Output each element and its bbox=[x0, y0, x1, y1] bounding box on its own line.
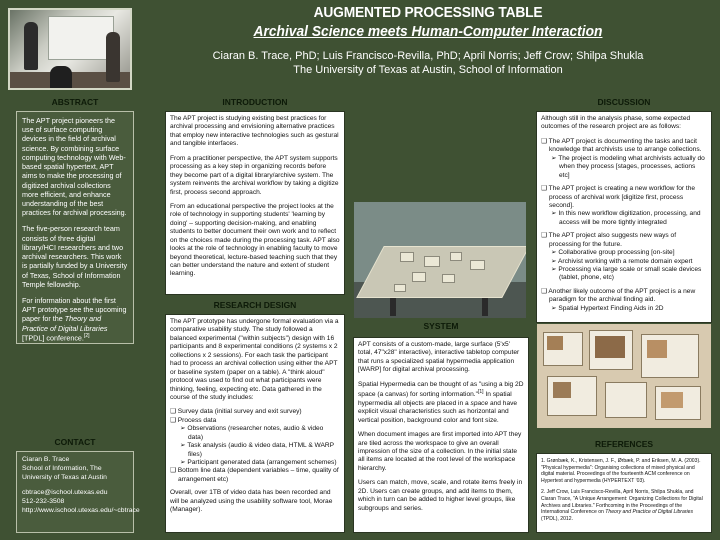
discussion-intro: Although still in the analysis phase, some expected outcomes of the research project are as follows: bbox=[541, 115, 691, 131]
discussion-list-item: ❑ The APT project is creating a new workflow for the process of archival work [digitize first, process second]. bbox=[541, 185, 696, 209]
system-heading: SYSTEM bbox=[423, 321, 459, 331]
research-list-item: ➢ Observations (researcher notes, audio & video data) bbox=[180, 425, 324, 441]
discussion-list bbox=[541, 138, 707, 313]
discussion-list-item: ❑ The APT project also suggests new ways of processing for the future. bbox=[541, 232, 677, 248]
header-photo bbox=[8, 8, 132, 90]
introduction-panel bbox=[165, 111, 345, 295]
reference-item: 1. Grønbæk, K., Kristensen, J. F., Ørbæk, P. and Eriksen, M. A. (2003). "Physical hypermedia": Organising collections of mixed physical and digital material. Proceedings of the fourteenth ACM conference on Hypertext and hypermedia (HYPERTEXT '03). bbox=[541, 458, 701, 484]
poster-subtitle: Archival Science meets Human-Computer Interaction bbox=[253, 23, 603, 40]
research-paragraph: The APT prototype has undergone formal evaluation via a comparative usability study. The study followed a balanced experimental ("within subjects") design with 16 participants and 8 experimental conditions (2 systems x 2 collections x 2 sessions). For each task the participant had to process an archival collection using either the APT or baseline system (paper on a table). A "think aloud" protocol was used to find out what participants were thinking, feeling, expecting etc. Data gathered in the course of the study includes: bbox=[170, 318, 339, 401]
research-list-item: ❑ Process data bbox=[170, 416, 217, 424]
research-list-item: ➢ Task analysis (audio & video data, HTML & WARP files) bbox=[180, 442, 334, 458]
discussion-panel bbox=[536, 111, 712, 323]
intro-paragraph: The APT project is studying existing best practices for archival processing and envisioning alternative practices that employ new interactive technologies such as gestural and tangible interfaces. bbox=[170, 115, 339, 148]
arrow-bullet-icon: ➢ bbox=[551, 154, 559, 162]
research-list bbox=[170, 408, 340, 484]
checkbox-bullet-icon: ❑ bbox=[541, 185, 549, 193]
contact-panel bbox=[16, 451, 140, 533]
discussion-list-item: ➢ Spatial Hypertext Finding Aids in 2D bbox=[551, 304, 664, 312]
checkbox-bullet-icon: ❑ bbox=[541, 287, 549, 295]
references-heading: REFERENCES bbox=[594, 439, 654, 449]
system-paragraph: APT consists of a custom-made, large surface (5'x5' total, 47"x28" interactive), interactive tabletop computer that runs a specialized spatial hypermedia application [WARP] for digital archival processing. bbox=[358, 341, 520, 374]
discussion-list-item: ➢ Processing via large scale or small scale devices (tablet, phone, etc) bbox=[551, 266, 702, 282]
research-list-item: ➢ Participant generated data (arrangement schemes) bbox=[180, 459, 337, 466]
contact-email[interactable]: cbtrace@ischool.utexas.edu bbox=[22, 489, 108, 497]
checkbox-bullet-icon: ❑ bbox=[170, 408, 178, 416]
research-design-heading: RESEARCH DESIGN bbox=[213, 300, 297, 310]
checkbox-bullet-icon: ❑ bbox=[170, 467, 178, 475]
poster-title: AUGMENTED PROCESSING TABLE bbox=[313, 4, 543, 21]
affiliation: The University of Texas at Austin, School of Information bbox=[293, 64, 563, 76]
authors: Ciaran B. Trace, PhD; Luis Francisco-Revilla, PhD; April Norris; Jeff Crow; Shilpa Shukla bbox=[212, 50, 644, 62]
discussion-list-item: ➢ Archivist working with a remote domain expert bbox=[551, 257, 693, 265]
abstract-paragraph: The APT project pioneers the use of surface computing devices in the field of archival science. By combining surface computing technology with Web-based spatial hypertext, APT aims to make the processing of digitized archival collections more efficient, and enhance understanding of the best practices for archival processing. bbox=[22, 116, 127, 218]
references-panel bbox=[536, 453, 712, 533]
research-list-item: ❑ Bottom line data (dependent variables – time, quality of arrangement etc) bbox=[170, 467, 339, 483]
discussion-list-item: ❑ The APT project is documenting the tasks and tacit knowledge that archivists use to arrange collections. bbox=[541, 137, 702, 154]
arrow-bullet-icon: ➢ bbox=[180, 425, 188, 433]
contact-name: Ciaran B. Trace bbox=[22, 456, 70, 463]
system-paragraph: Spatial Hypermedia can be thought of as "using a big 2D space (a canvas) for sorting information."[1] In spatial hypermedia all objects are placed in a space and have explicit visual characteristics such as horizontal and vertical position, background color and font size. bbox=[358, 380, 524, 424]
poster-header bbox=[140, 4, 716, 76]
introduction-heading: INTRODUCTION bbox=[222, 97, 288, 107]
arrow-bullet-icon: ➢ bbox=[180, 459, 188, 466]
contact-phone: 512-232-3508 bbox=[22, 498, 65, 506]
discussion-list-item: ➢ In this new workflow digitization, processing, and access will be more tightly integrated bbox=[551, 210, 701, 226]
system-panel bbox=[353, 337, 529, 533]
checkbox-bullet-icon: ❑ bbox=[541, 232, 549, 240]
research-design-panel bbox=[165, 314, 345, 533]
arrow-bullet-icon: ➢ bbox=[551, 266, 559, 273]
intro-paragraph: From an educational perspective the project looks at the role of technology in supporting students' 'learning by doing' – supporting decision-making, and enabling students to better document their own work and to reflect on the choices made during the processing task. APT also looks at the role of technology in enabling faculty to move beyond theoretical, lecture-based teaching such that they can better understand the nature and extent of student learning. bbox=[170, 202, 340, 278]
research-paragraph: Overall, over 1TB of video data has been recorded and will be analyzed using the usability software tool, Morae (Manager). bbox=[170, 489, 333, 514]
contact-url[interactable]: http://www.ischool.utexas.edu/~cbtrace bbox=[22, 507, 140, 515]
discussion-list-item: ➢ Collaborative group processing [on-site] bbox=[551, 249, 675, 257]
intro-paragraph: From a practitioner perspective, the APT system supports processing as a key step in organizing records before they become part of a digital library/archive system. The system reinvents the archival workflow by taking a digitize first, process second approach. bbox=[170, 154, 339, 196]
arrow-bullet-icon: ➢ bbox=[551, 304, 559, 312]
contact-dept: School of Information, The University of Texas at Austin bbox=[22, 464, 107, 481]
arrow-bullet-icon: ➢ bbox=[551, 210, 559, 218]
finding-aid-screenshot bbox=[537, 324, 711, 428]
reference-item: 2. Jeff Crow, Luis Francisco-Revilla, April Norris, Shilpa Shukla, and Ciaran Trace, "A Unique Arrangement: Organizing Collections for Digital Archives and Libraries." Forthcoming in the Proceedings of the International Conference on Theory and Practice of Digital Libraries (TPDL), 2012. bbox=[541, 489, 703, 522]
arrow-bullet-icon: ➢ bbox=[551, 257, 558, 265]
checkbox-bullet-icon: ❑ bbox=[541, 137, 549, 145]
research-list-item: ❑ Survey data (initial survey and exit survey) bbox=[170, 408, 302, 416]
abstract-panel bbox=[16, 111, 134, 344]
arrow-bullet-icon: ➢ bbox=[551, 249, 559, 257]
system-paragraph: Users can match, move, scale, and rotate items freely in 2D. Users can create groups, and add items to them, which in turn can be added to higher level groups, like subgroups and series. bbox=[358, 479, 523, 512]
abstract-paragraph: The five-person research team consists of three digital library/HCI researchers and two archival researchers. This work is partially funded by a University of Texas, School of Information Temple fellowship. bbox=[22, 224, 128, 289]
checkbox-bullet-icon: ❑ bbox=[170, 416, 178, 424]
discussion-list-item: ➢ The project is modeling what archivists actually do when they process [stages, processes, actions etc] bbox=[551, 154, 705, 179]
tabletop-photo bbox=[354, 202, 526, 318]
system-paragraph: When document images are first imported into APT they are tiled across the workspace to give an overall impression of the size of a collection. In the initial state all items are located at the root level of the workspace hierarchy. bbox=[358, 431, 522, 472]
abstract-heading: ABSTRACT bbox=[51, 97, 99, 107]
discussion-heading: DISCUSSION bbox=[597, 97, 651, 107]
arrow-bullet-icon: ➢ bbox=[180, 442, 188, 450]
contact-heading: CONTACT bbox=[54, 437, 96, 447]
discussion-list-item: ❑ Another likely outcome of the APT project is a new paradigm for the archival finding aid. bbox=[541, 287, 696, 304]
abstract-paragraph: For information about the first APT prototype see the upcoming paper for the Theory and Practice of Digital Libraries [TPDL] conference.[2] bbox=[22, 295, 127, 343]
